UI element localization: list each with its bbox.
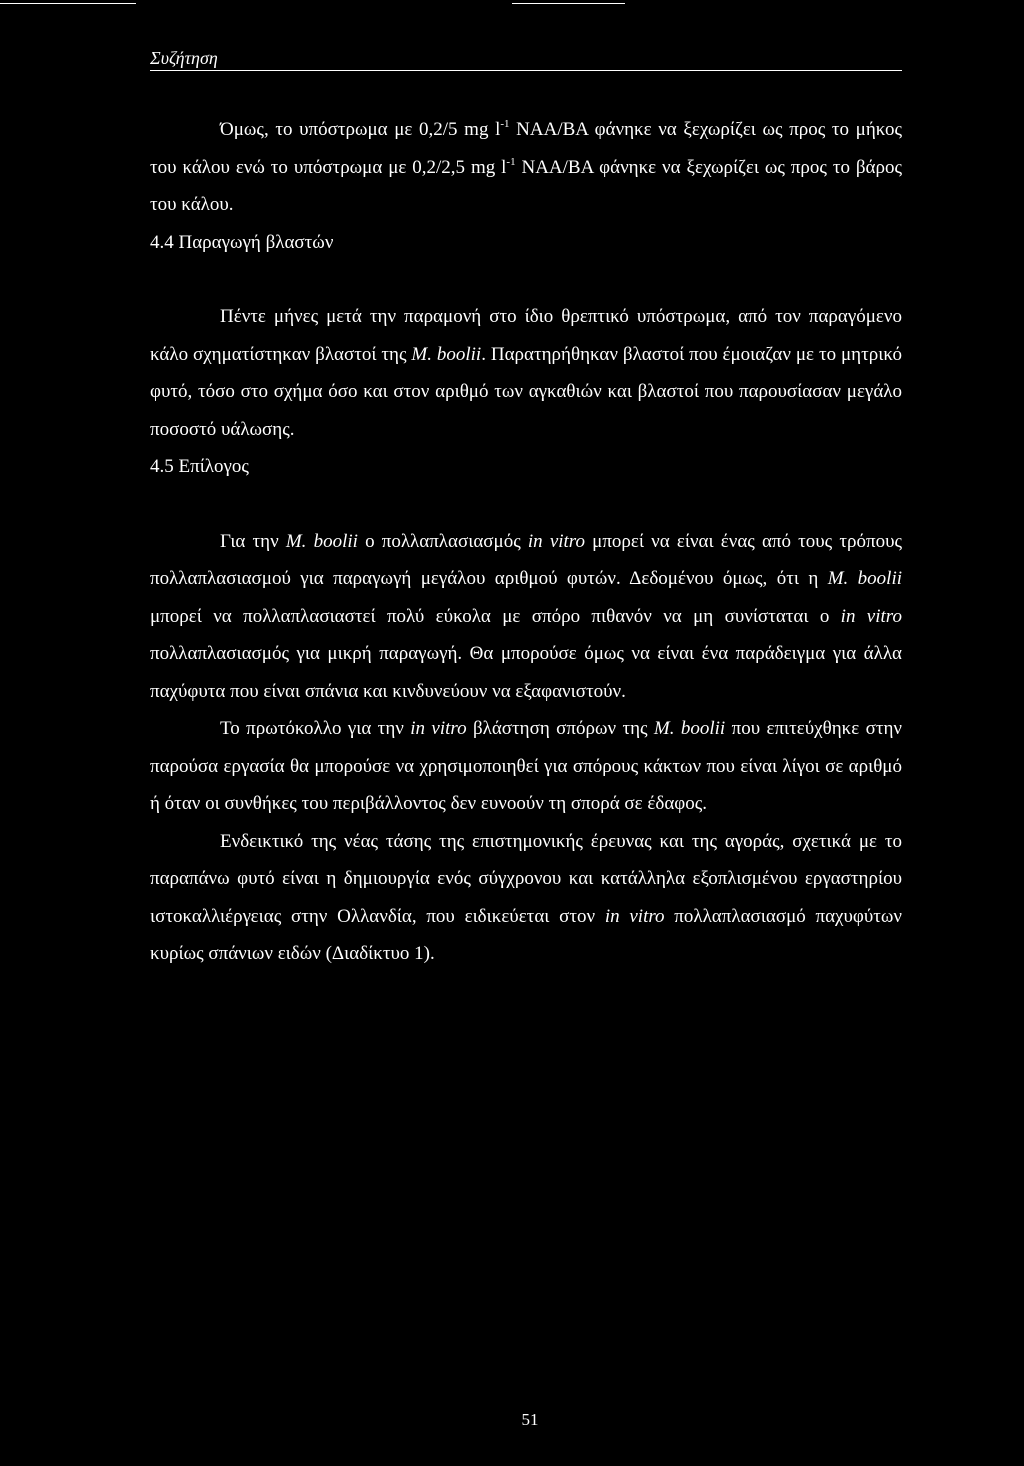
page-header xyxy=(150,48,902,71)
paragraph-shoot-production xyxy=(150,298,902,448)
text-run: πολλαπλασιασμός για μικρή παραγωγή. Θα μπορούσε όμως να είναι ένα παράδειγμα για άλλα παχύφυτα που είναι σπάνια και κινδυνεύουν να εξαφανιστούν. xyxy=(150,643,902,702)
text-run: που επιτεύχθηκε στην παρούσα εργασία θα μπορούσε να χρησιμοποιηθεί για σπόρους κάκτων που είναι λίγοι σε αριθμό ή όταν οι συνθήκες του περιβάλλοντος δεν ευνοούν τη σπορά σε έδαφος. xyxy=(150,718,902,814)
species-name: M. boolii xyxy=(653,718,726,739)
section-heading-shoot-production: 4.4 Παραγωγή βλαστών xyxy=(150,231,334,253)
paragraph-epilogue-1 xyxy=(150,523,902,711)
in-vitro-term: in vitro xyxy=(840,605,902,627)
species-name: M. boolii xyxy=(411,343,482,365)
text-run: NAA/BA φάνηκε να ξεχωρίζει ως προς το βάρος του κάλου. xyxy=(150,156,902,215)
text-run: μπορεί να πολλαπλασιαστεί πολύ εύκολα με σπόρο πιθανόν να μη συνίσταται ο xyxy=(150,605,841,627)
page-content xyxy=(150,111,902,973)
text-run: NAA/BA φάνηκε να ξεχωρίζει ως προς το μήκος του κάλου ενώ το υπόστρωμα με 0,2/2,5 mg l xyxy=(150,119,902,178)
species-name: M. boolii xyxy=(827,568,902,589)
text-run: ο πολλαπλασιασμός xyxy=(357,530,528,552)
in-vitro-term: in vitro xyxy=(604,905,665,927)
text-run: πολλαπλασιασμό παχυφύτων κυρίως σπάνιων ειδών (Διαδίκτυο 1). xyxy=(150,905,902,964)
top-scan-rule-right xyxy=(512,3,625,4)
superscript: -1 xyxy=(506,155,516,168)
text-run: Όμως, το υπόστρωμα με 0,2/5 mg l xyxy=(220,119,501,140)
section-heading-epilogue: 4.5 Επίλογος xyxy=(150,456,249,477)
header-title: Συζήτηση xyxy=(150,48,218,68)
top-scan-rule-left xyxy=(0,3,136,4)
text-run: . Παρατηρήθηκαν βλαστοί που έμοιαζαν με το μητρικό φυτό, τόσο στο σχήμα όσο και στον αριθμό των αγκαθιών και βλαστοί που παρουσίασαν μεγάλο ποσοστό υάλωσης. xyxy=(150,343,902,440)
in-vitro-term: in vitro xyxy=(527,530,585,552)
header-rule xyxy=(150,70,902,71)
in-vitro-term: in vitro xyxy=(410,718,467,739)
text-run: Το πρωτόκολλο για την xyxy=(220,718,411,739)
text-run: Πέντε μήνες μετά την παραμονή στο ίδιο θρεπτικό υπόστρωμα, από τον παραγόμενο κάλο σχηματίστηκαν βλαστοί της xyxy=(150,306,902,365)
superscript: -1 xyxy=(500,118,510,130)
text-run: μπορεί να είναι ένας από τους τρόπους πολλαπλασιασμού για παραγωγή μεγάλου αριθμού φυτών. Δεδομένου όμως, ότι η xyxy=(150,530,903,589)
text-run: βλάστηση σπόρων της xyxy=(466,718,654,739)
species-name: M. boolii xyxy=(285,530,358,552)
paragraph-callus-results xyxy=(150,111,902,224)
text-run: Ενδεικτικό της νέας τάσης της επιστημονικής έρευνας και της αγοράς, σχετικά με το παραπάνω φυτό είναι η δημιουργία ενός σύγχρονου και κατάλληλα εξοπλισμένου εργαστηρίου ιστοκαλλιέργειας στην Ολλανδία, που ειδικεύεται στον xyxy=(150,830,902,927)
paragraph-epilogue-3 xyxy=(150,823,902,973)
paragraph-epilogue-2 xyxy=(150,710,902,823)
page-number: 51 xyxy=(521,1410,539,1429)
text-run: Για την xyxy=(220,530,286,552)
